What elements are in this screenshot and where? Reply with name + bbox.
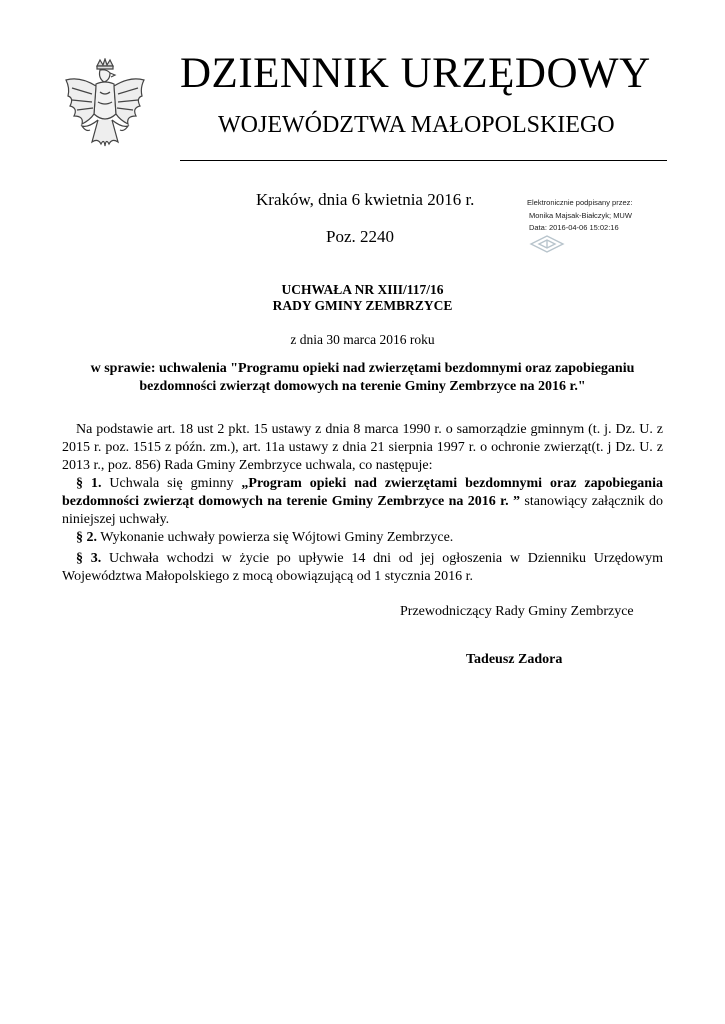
signatory-role: Przewodniczący Rady Gminy Zembrzyce (400, 604, 634, 619)
e-signature-mark-icon (527, 233, 567, 255)
position-number: Poz. 2240 (326, 227, 394, 246)
paragraph-3-text: Uchwała wchodzi w życie po upływie 14 dni od jej ogłoszenia w Dzienniku Urzędowym Województwa Małopolskiego z mocą obowiązującą od 1 stycznia 2016 r. (62, 551, 663, 584)
resolution-subject-line-1: w sprawie: uchwalenia "Programu opieki nad zwierzętami bezdomnymi oraz zapobieganiu (90, 361, 635, 376)
paragraph-1-text-b: stanowiący załącznik do niniejszej uchwały. (62, 494, 663, 527)
electronic-signature (527, 197, 632, 235)
header-divider (180, 160, 667, 161)
paragraph-2-label: § 2. (76, 530, 97, 545)
resolution-council: RADY GMINY ZEMBRZYCE (272, 298, 453, 313)
publication-subtitle: WOJEWÓDZTWA MAŁOPOLSKIEGO (218, 112, 615, 138)
resolution-number: UCHWAŁA NR XIII/117/16 (281, 282, 444, 297)
paragraph-3 (62, 550, 663, 586)
polish-eagle-icon (60, 58, 150, 170)
preamble-paragraph: Na podstawie art. 18 ust 2 pkt. 15 ustawy z dnia 8 marca 1990 r. o samorządzie gminnym (t. j. Dz. U. z 2015 r. poz. 1515 z późn. zm.), art. 11a ustawy z dnia 21 sierpnia 1997 r. o ochronie zwierząt(t. j Dz. U. z 2013 r., poz. 856) Rada Gminy Zembrzyce uchwala, co następuje: (62, 422, 663, 473)
signature-line-3: Data: 2016-04-06 15:02:16 (529, 223, 619, 232)
signature-line-2: Monika Majsak-Białczyk; MUW (529, 210, 632, 220)
paragraph-1 (62, 475, 663, 529)
resolution-subject-line-2: bezdomności zwierząt domowych na terenie Gminy Zembrzyce na 2016 r." (139, 379, 586, 394)
paragraph-1-program-title: „Program opieki nad zwierzętami bezdomnymi oraz zapobiegania bezdomności zwierząt domowych na terenie Gminy Zembrzyce na 2016 r. ” (62, 476, 663, 509)
paragraph-1-label: § 1. (76, 476, 102, 491)
paragraph-2 (62, 529, 663, 547)
signatory-name: Tadeusz Zadora (466, 652, 563, 667)
paragraph-2-text: Wykonanie uchwały powierza się Wójtowi Gminy Zembrzyce. (97, 530, 454, 545)
paragraph-3-label: § 3. (76, 551, 102, 566)
paragraph-1-text-a: Uchwala się gminny (101, 476, 242, 491)
resolution-date: z dnia 30 marca 2016 roku (290, 332, 435, 347)
signature-line-1: Elektronicznie podpisany przez: (527, 198, 633, 207)
publication-title: DZIENNIK URZĘDOWY (180, 50, 651, 97)
city-date: Kraków, dnia 6 kwietnia 2016 r. (256, 190, 475, 209)
